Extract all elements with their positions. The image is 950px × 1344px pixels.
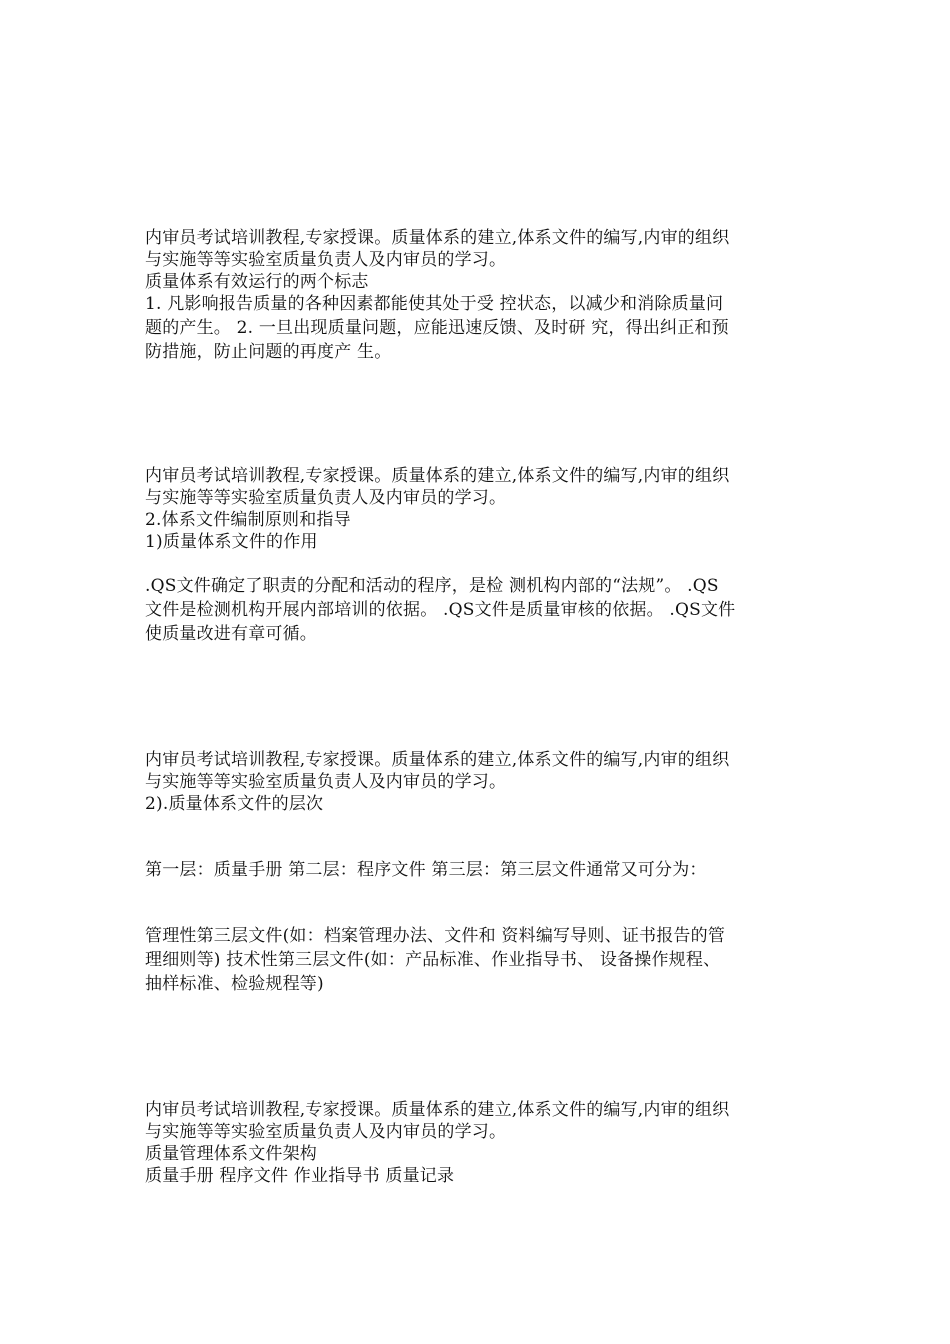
section-3-body-line-3: 抽样标准、检验规程等) bbox=[145, 974, 324, 994]
section-2-body-line-3: 使质量改进有章可循。 bbox=[145, 624, 317, 644]
section-4-intro-line-2: 与实施等等实验室质量负责人及内审员的学习。 bbox=[145, 1122, 507, 1142]
section-2-intro-line-1: 内审员考试培训教程,专家授课。质量体系的建立,体系文件的编写,内审的组织 bbox=[145, 466, 730, 486]
section-2-body-line-1: .QS文件确定了职责的分配和活动的程序，是检 测机构内部的“法规”。 .QS bbox=[145, 576, 719, 596]
section-1-intro-line-1: 内审员考试培训教程,专家授课。质量体系的建立,体系文件的编写,内审的组织 bbox=[145, 228, 730, 248]
section-3-levels: 第一层：质量手册 第二层：程序文件 第三层：第三层文件通常又可分为： bbox=[145, 860, 707, 880]
section-2-body-line-2: 文件是检测机构开展内部培训的依据。 .QS文件是质量审核的依据。 .QS文件 bbox=[145, 600, 736, 620]
section-3-heading: 2).质量体系文件的层次 bbox=[145, 794, 324, 814]
section-1-body-line-3: 防措施，防止问题的再度产 生。 bbox=[145, 342, 392, 362]
section-1-heading: 质量体系有效运行的两个标志 bbox=[145, 272, 369, 292]
section-4-heading: 质量管理体系文件架构 bbox=[145, 1144, 317, 1164]
section-2-heading: 2.体系文件编制原则和指导 bbox=[145, 510, 351, 530]
section-2-subheading: 1)质量体系文件的作用 bbox=[145, 532, 318, 552]
section-1-intro-line-2: 与实施等等实验室质量负责人及内审员的学习。 bbox=[145, 250, 507, 270]
section-3-body-line-2: 理细则等) 技术性第三层文件(如：产品标准、作业指导书、 设备操作规程、 bbox=[145, 950, 721, 970]
section-4-body-line-1: 质量手册 程序文件 作业指导书 质量记录 bbox=[145, 1166, 455, 1186]
section-3-intro-line-1: 内审员考试培训教程,专家授课。质量体系的建立,体系文件的编写,内审的组织 bbox=[145, 750, 730, 770]
section-1-body-line-2: 题的产生。 2. 一旦出现质量问题，应能迅速反馈、及时研 究，得出纠正和预 bbox=[145, 318, 729, 338]
section-3-body-line-1: 管理性第三层文件(如：档案管理办法、文件和 资料编写导则、证书报告的管 bbox=[145, 926, 726, 946]
section-1-body-line-1: 1. 凡影响报告质量的各种因素都能使其处于受 控状态，以减少和消除质量问 bbox=[145, 294, 724, 314]
section-3-intro-line-2: 与实施等等实验室质量负责人及内审员的学习。 bbox=[145, 772, 507, 792]
section-2-intro-line-2: 与实施等等实验室质量负责人及内审员的学习。 bbox=[145, 488, 507, 508]
section-4-intro-line-1: 内审员考试培训教程,专家授课。质量体系的建立,体系文件的编写,内审的组织 bbox=[145, 1100, 730, 1120]
